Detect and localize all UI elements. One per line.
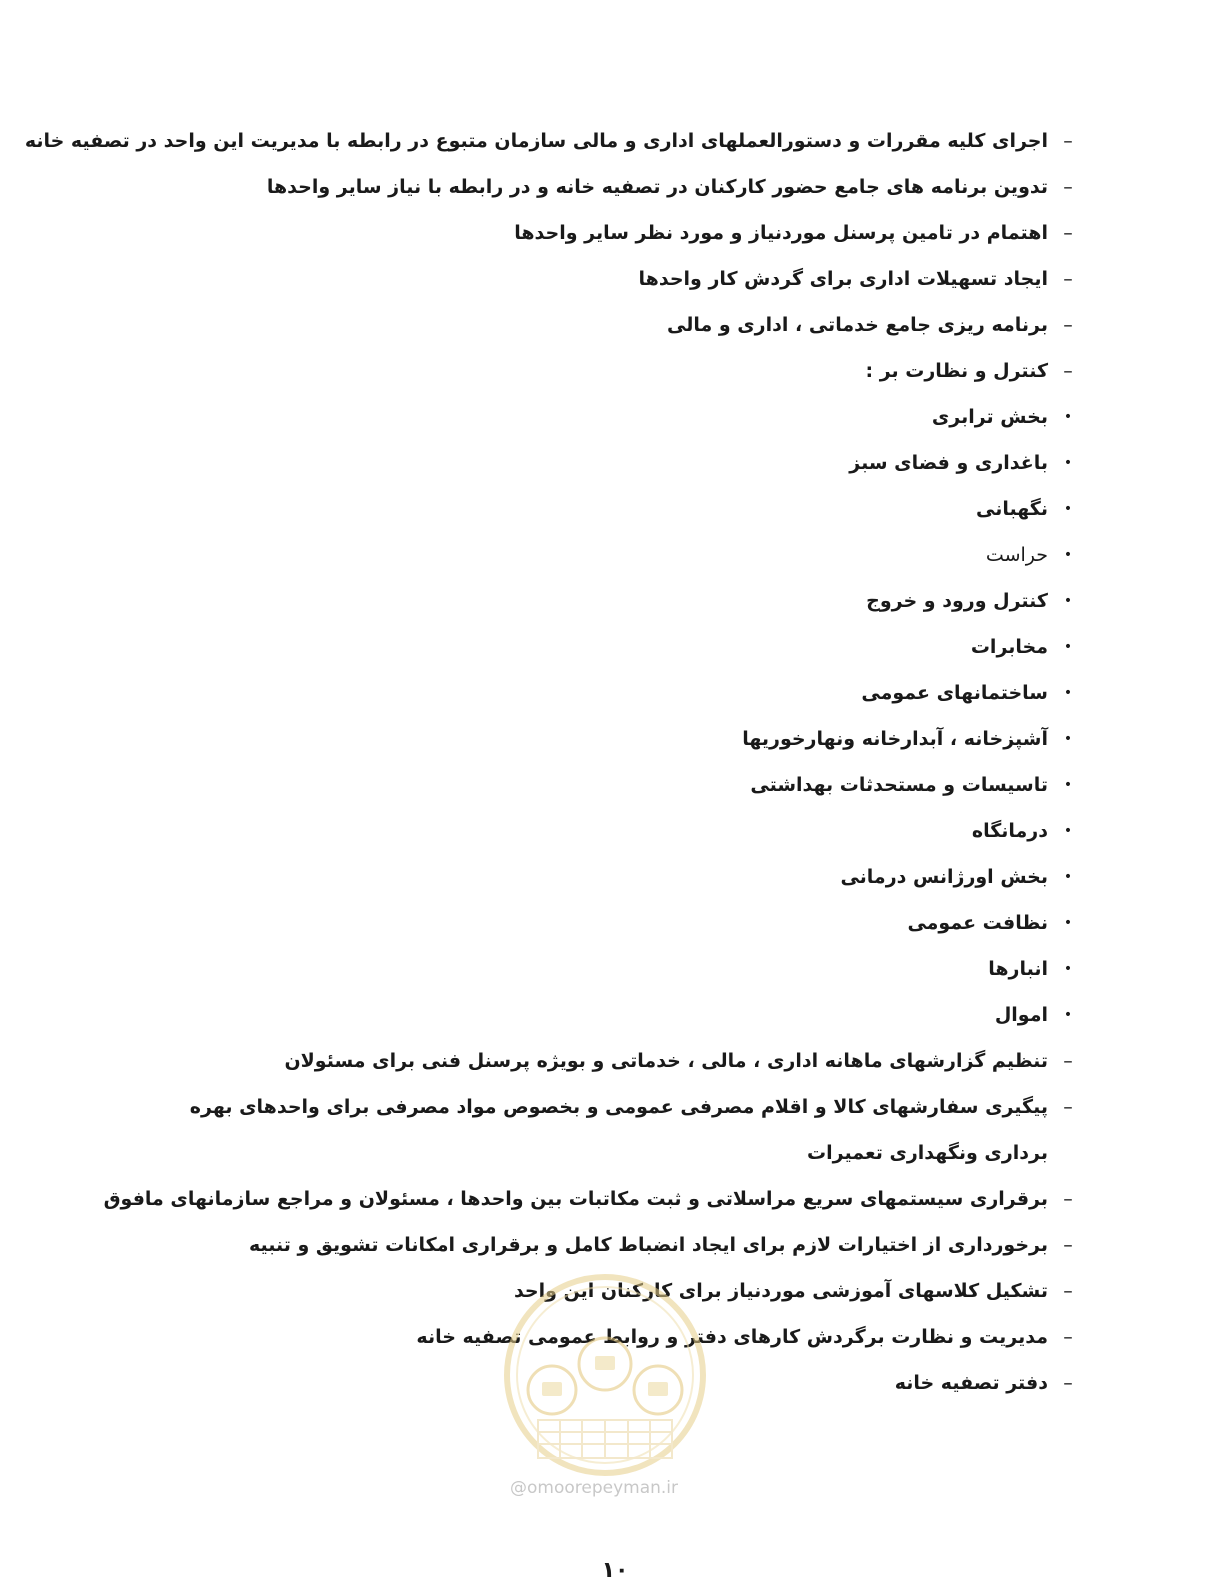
dash-marker: – — [1063, 1234, 1073, 1256]
watermark-site — [510, 1478, 710, 1498]
sub-list-item — [148, 808, 1073, 854]
sub-list-item — [148, 440, 1073, 486]
bullet-marker: • — [1063, 501, 1073, 517]
list-item-text: پیگیری سفارشهای کالا و اقلام مصرفی عمومی و بخصوص مواد مصرفی برای واحدهای بهره برداری ونگهداری تعمیرات — [189, 1096, 1048, 1164]
at-icon: @ — [510, 1478, 527, 1498]
sub-list-item — [148, 900, 1073, 946]
list-item-text: اهتمام در تامین پرسنل موردنیاز و مورد نظر سایر واحدها — [514, 222, 1048, 244]
list-item-text: بخش اورژانس درمانی — [840, 866, 1048, 888]
bullet-marker: • — [1063, 455, 1073, 471]
dash-marker: – — [1063, 1050, 1073, 1072]
list-item-text: مدیریت و نظارت برگردش کارهای دفتر و روابط عمومی تصفیه خانه — [416, 1326, 1048, 1348]
sub-list-item — [148, 624, 1073, 670]
omoorepeyman-logo-icon — [502, 1272, 708, 1478]
bullet-marker: • — [1063, 685, 1073, 701]
list-item — [148, 164, 1073, 210]
list-item-text: بخش ترابری — [931, 406, 1048, 428]
list-item-text: اموال — [994, 1004, 1048, 1026]
sub-list-item — [148, 486, 1073, 532]
list-item-text: برخورداری از اختیارات لازم برای ایجاد انضباط کامل و برقراری امکانات تشویق و تنبیه — [248, 1234, 1048, 1256]
list-item-text: دفتر تصفیه خانه — [894, 1372, 1048, 1394]
dash-marker: – — [1063, 1280, 1073, 1302]
list-item-text: اجرای کلیه مقررات و دستورالعملهای اداری و مالی سازمان متبوع در رابطه با مدیریت این واحد در تصفیه خانه — [24, 130, 1048, 152]
list-item-text: باغداری و فضای سبز — [849, 452, 1048, 474]
list-item-text: برنامه ریزی جامع خدماتی ، اداری و مالی — [666, 314, 1048, 336]
list-item — [148, 210, 1073, 256]
bullet-marker: • — [1063, 1007, 1073, 1023]
list-item — [103, 1176, 1073, 1222]
list-item-text: ساختمانهای عمومی — [861, 682, 1048, 704]
bullet-marker: • — [1063, 639, 1073, 655]
list-item — [148, 302, 1073, 348]
dash-marker: – — [1063, 360, 1073, 382]
sub-list-item — [148, 716, 1073, 762]
list-item-text: ایجاد تسهیلات اداری برای گردش کار واحدها — [638, 268, 1048, 290]
sub-list-item — [148, 578, 1073, 624]
dash-marker: – — [1063, 268, 1073, 290]
list-item — [148, 348, 1073, 394]
list-item — [148, 256, 1073, 302]
bullet-marker: • — [1063, 593, 1073, 609]
list-item-text: آشپزخانه ، آبدارخانه ونهارخوریها — [742, 728, 1048, 750]
dash-marker: – — [1063, 1188, 1073, 1210]
watermark-site-text: omoorepeyman.ir — [527, 1478, 679, 1498]
list-item-text: انبارها — [988, 958, 1048, 980]
sub-list-item — [148, 532, 1073, 578]
list-item — [158, 1084, 1073, 1176]
list-item-text: نگهبانی — [976, 498, 1048, 520]
dash-marker: – — [1063, 130, 1073, 152]
dash-marker: – — [1063, 176, 1073, 198]
sub-list-item — [148, 854, 1073, 900]
dash-marker: – — [1063, 222, 1073, 244]
dash-marker: – — [1063, 314, 1073, 336]
list-item-text: کنترل ورود و خروج — [866, 590, 1048, 612]
list-item-text: درمانگاه — [971, 820, 1048, 842]
list-item — [148, 1222, 1073, 1268]
bullet-marker: • — [1063, 823, 1073, 839]
sub-list-item — [148, 762, 1073, 808]
sub-list-item — [148, 946, 1073, 992]
bullet-marker: • — [1063, 869, 1073, 885]
bullet-marker: • — [1063, 961, 1073, 977]
list-item — [24, 118, 1073, 164]
list-item-text: نظافت عمومی — [907, 912, 1048, 934]
list-item — [148, 1038, 1073, 1084]
list-item-text: تاسیسات و مستحدثات بهداشتی — [750, 774, 1048, 796]
list-item-text: تشکیل کلاسهای آموزشی موردنیاز برای کارکنان این واحد — [513, 1280, 1048, 1302]
bullet-marker: • — [1063, 777, 1073, 793]
list-item-text: حراست — [985, 544, 1048, 566]
bullet-marker: • — [1063, 409, 1073, 425]
sub-list-item — [148, 670, 1073, 716]
list-item-text: مخابرات — [970, 636, 1048, 658]
list-item-text: برقراری سیستمهای سریع مراسلاتی و ثبت مکاتبات بین واحدها ، مسئولان و مراجع سازمانهای مافوق — [103, 1188, 1048, 1210]
list-item-text: تدوین برنامه های جامع حضور کارکنان در تصفیه خانه و در رابطه با نیاز سایر واحدها — [266, 176, 1048, 198]
bullet-marker: • — [1063, 915, 1073, 931]
page-number: ۱۰ — [601, 1558, 629, 1583]
sub-list-item — [148, 992, 1073, 1038]
list-item-text: کنترل و نظارت بر : — [865, 360, 1048, 382]
dash-marker: – — [1063, 1326, 1073, 1348]
bullet-marker: • — [1063, 731, 1073, 747]
list-item-text: تنظیم گزارشهای ماهانه اداری ، مالی ، خدماتی و بویژه پرسنل فنی برای مسئولان — [284, 1050, 1048, 1072]
sub-list-item — [148, 394, 1073, 440]
dash-marker: – — [1063, 1096, 1073, 1118]
duties-list — [24, 118, 1073, 1406]
dash-marker: – — [1063, 1372, 1073, 1394]
bullet-marker: • — [1063, 547, 1073, 563]
